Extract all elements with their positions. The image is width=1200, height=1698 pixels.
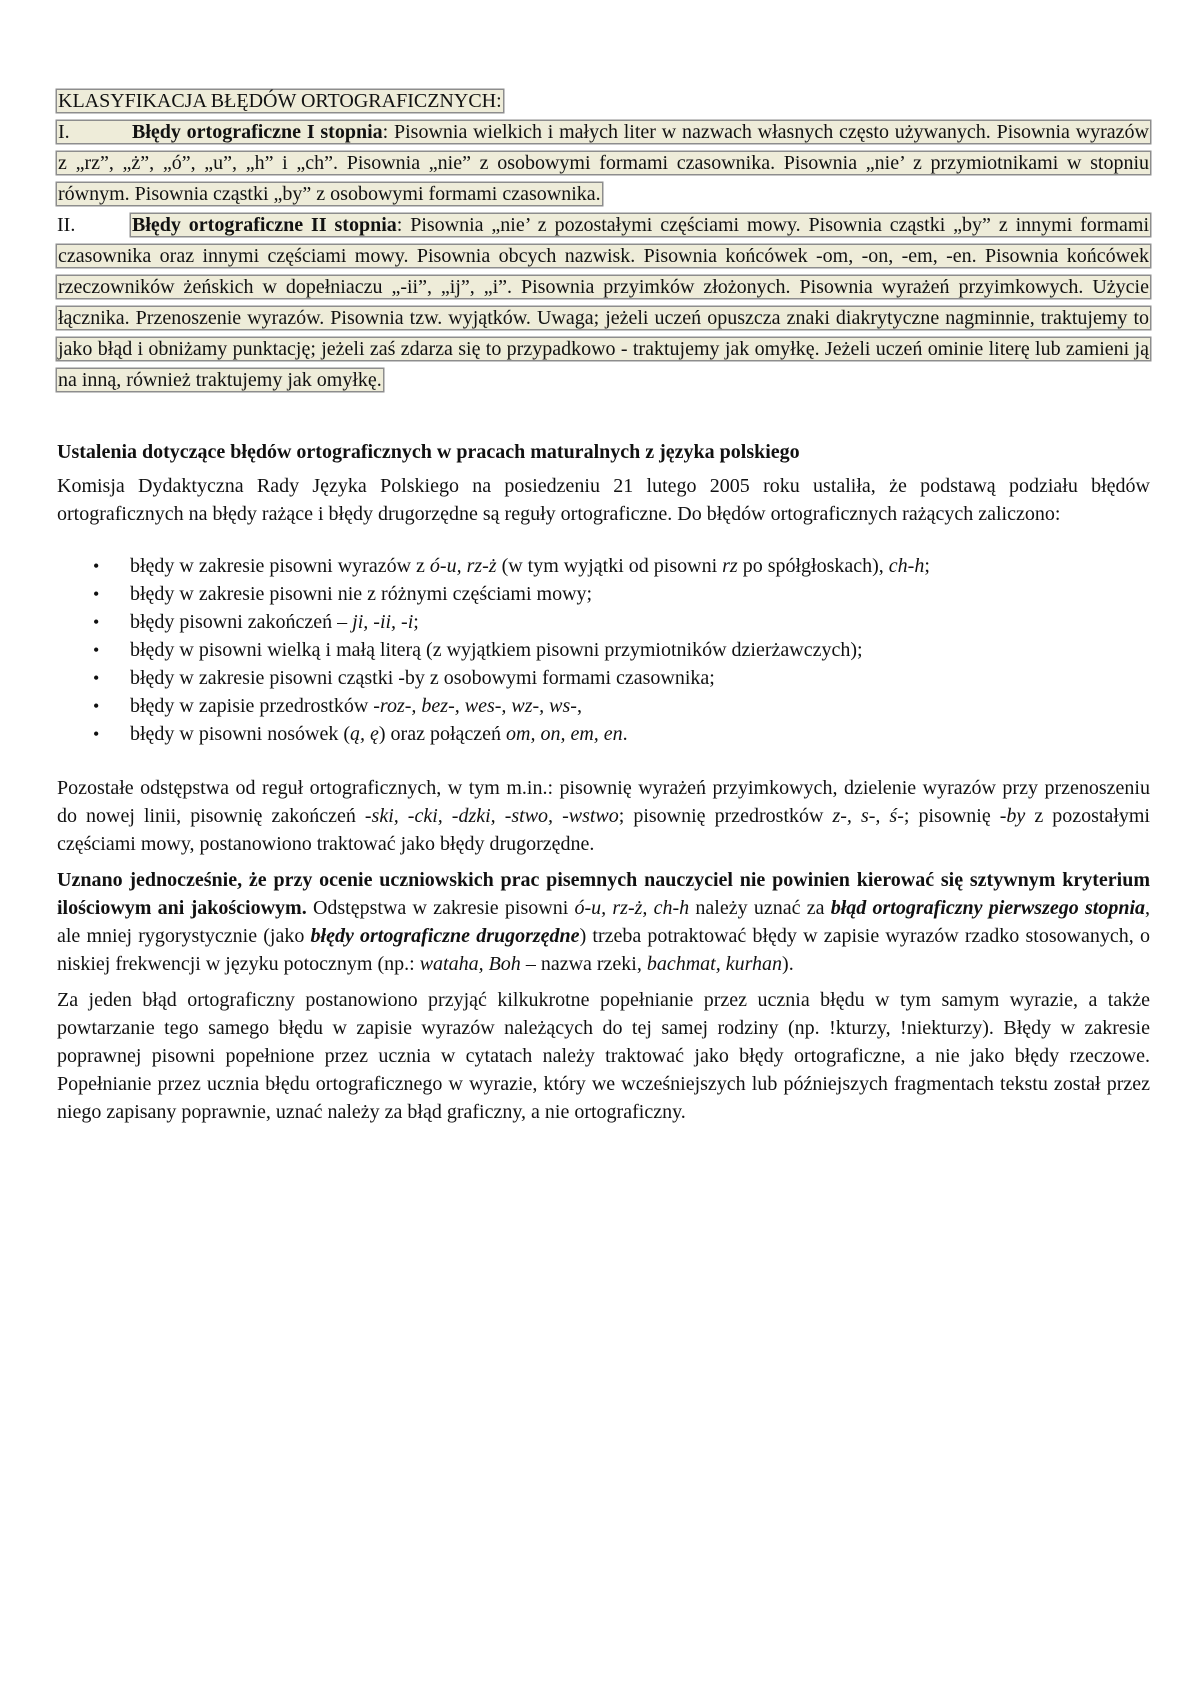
list-item xyxy=(57,692,1150,720)
classification-item-1 xyxy=(57,117,1150,210)
text: ; xyxy=(924,555,930,577)
text-italic: rz xyxy=(722,555,738,577)
text: ; pisownię xyxy=(903,805,1000,827)
text: z pozostałymi częściami mowy, postanowiono traktować jako błędy drugorzędne. xyxy=(57,805,1150,855)
list-item xyxy=(57,720,1150,748)
classification-item-2-highlight xyxy=(57,214,1150,391)
section-heading: Ustalenia dotyczące błędów ortograficznych w pracach maturalnych z języka polskiego xyxy=(57,441,800,463)
bullet-icon: • xyxy=(93,724,100,744)
item-number: I. xyxy=(58,121,70,143)
counting-rules-paragraph: Za jeden błąd ortograficzny postanowiono przyjąć kilkukrotne popełnianie przez ucznia błędu w tym samym wyrazie, a także powtarzanie tego samego błędu w zapisie wyrazów należących do tej samej rodziny (np. !kturzy, !niekturzy). Błędy w zakresie poprawnej pisowni popełnione przez ucznia w cytatach należy traktować jako błędy ortograficzne, a nie jako błędy rzeczowe. Popełnianie przez ucznia błędu ortograficznego w wyrazie, który we wcześniejszych lub późniejszych fragmentach tekstu został przez niego zapisany poprawnie, uznać należy za błąd graficzny, a nie ortograficzny. xyxy=(57,989,1150,1123)
text: – nazwa rzeki, xyxy=(520,953,647,975)
secondary-errors-paragraph xyxy=(57,774,1150,858)
item-text: : Pisownia „nie’ z pozostałymi częściami mowy. Pisownia cząstki „by” z innymi formami czasownika oraz innymi częściami mowy. Pisownia obcych nazwisk. Pisownia końcówek -om, -on, -em, -en. Pisownia końcówek rzeczowników żeńskich w dopełniaczu „-ii”, „ij”, „i”. Pisownia przyimków złożonych. Pisownia wyrażeń przyimkowych. Użycie łącznika. Przenoszenie wyrazów. Pisownia tzw. wyjątków. Uwaga; jeżeli uczeń opuszcza znaki diakrytyczne nagminnie, traktujemy to jako błąd i obniżamy punktację; jeżeli zaś zdarza się to przypadkowo - traktujemy jak omyłkę. Jeżeli uczeń ominie literę lub zamieni ją na inną, również traktujemy jak omyłkę. xyxy=(58,214,1150,391)
text: Odstępstwa w zakresie pisowni xyxy=(306,897,575,919)
text-italic: z-, s-, ś- xyxy=(832,805,904,827)
text-italic: bachmat, kurhan xyxy=(646,953,783,975)
text-bold-italic: błąd ortograficzny pierwszego stopnia xyxy=(830,897,1146,919)
text: błędy w zakresie pisowni nie z różnymi częściami mowy; xyxy=(130,583,593,605)
text: błędy w zakresie pisowni wyrazów z xyxy=(130,555,430,577)
text: należy uznać za xyxy=(689,897,831,919)
assessment-paragraph xyxy=(57,866,1150,978)
text-italic: -roz-, bez-, wes-, wz-, ws- xyxy=(373,695,577,717)
text-bold: Uznano jednocześnie, że przy ocenie uczniowskich prac pisemnych nauczyciel nie powinien kierować się sztywnym kryterium ilościowym ani jakościowym. xyxy=(57,869,1150,919)
list-item xyxy=(57,636,1150,664)
text: , xyxy=(576,695,582,717)
list-item xyxy=(57,608,1150,636)
text-italic: -by xyxy=(999,805,1026,827)
text: . xyxy=(622,723,628,745)
text-italic: om, on, em, en xyxy=(506,723,623,745)
bullet-icon: • xyxy=(93,668,100,688)
item-number: II. xyxy=(57,214,76,236)
text-italic: ch-h xyxy=(888,555,925,577)
classification-title-text: KLASYFIKACJA BŁĘDÓW ORTOGRAFICZNYCH: xyxy=(58,90,502,112)
text: błędy w pisowni wielką i małą literą (z wyjątkiem pisowni przymiotników dzierżawczych); xyxy=(130,639,863,661)
bullet-icon: • xyxy=(93,696,100,716)
text: po spółgłoskach), xyxy=(737,555,889,577)
bullet-icon: • xyxy=(93,556,100,576)
text: ) oraz połączeń xyxy=(378,723,507,745)
document-content xyxy=(57,86,1150,1126)
text: , ale mniej rygorystycznie (jako xyxy=(57,897,1151,947)
text: błędy w zakresie pisowni cząstki -by z osobowymi formami czasownika; xyxy=(130,667,715,689)
text-italic: ą, ę xyxy=(349,723,379,745)
text: ; pisownię przedrostków xyxy=(618,805,833,827)
text-italic: ó-u, rz-ż xyxy=(429,555,497,577)
text: ; xyxy=(413,611,419,633)
error-list xyxy=(57,552,1150,748)
list-item xyxy=(57,552,1150,580)
classification-item-1-highlight xyxy=(57,121,1150,205)
text: błędy w pisowni nosówek ( xyxy=(130,723,350,745)
item-label: Błędy ortograficzne I stopnia xyxy=(132,121,383,143)
text: ) trzeba potraktować błędy w zapisie wyrazów rzadko stosowanych, o niskiej frekwencji w języku potocznym (np.: xyxy=(57,925,1150,975)
list-item xyxy=(57,580,1150,608)
text: błędy w zapisie przedrostków xyxy=(130,695,374,717)
text: Pozostałe odstępstwa od reguł ortograficznych, w tym m.in.: pisownię wyrażeń przyimkowych, dzielenie wyrazów przy przenoszeniu do nowej linii, pisownię zakończeń xyxy=(57,777,1150,827)
text-bold-italic: błędy ortograficzne drugorzędne xyxy=(310,925,580,947)
text-italic: ji, -ii, -i xyxy=(352,611,414,633)
item-label: Błędy ortograficzne II stopnia xyxy=(132,214,397,236)
item-text: : Pisownia wielkich i małych liter w nazwach własnych często używanych. Pisownia wyrazów z „rz”, „ż”, „ó”, „u”, „h” i „ch”. Pisownia „nie” z osobowymi formami czasownika. Pisownia „nie’ z przymiotnikami w stopniu równym. Pisownia cząstki „by” z osobowymi formami czasownika. xyxy=(58,121,1150,205)
text-italic: wataha, Boh xyxy=(419,953,521,975)
bullet-icon: • xyxy=(93,612,100,632)
intro-paragraph: Komisja Dydaktyczna Rady Języka Polskiego na posiedzeniu 21 lutego 2005 roku ustaliła, że podstawą podziału błędów ortograficznych na błędy rażące i błędy drugorzędne są reguły ortograficzne. Do błędów ortograficznych rażących zaliczono: xyxy=(57,475,1150,525)
text: ). xyxy=(782,953,794,975)
classification-title xyxy=(57,86,1150,117)
text: (w tym wyjątki od pisowni xyxy=(496,555,723,577)
text-italic: -ski, -cki, -dzki, -stwo, -wstwo xyxy=(364,805,619,827)
classification-item-2 xyxy=(57,210,1150,396)
bullet-icon: • xyxy=(93,640,100,660)
list-item xyxy=(57,664,1150,692)
bullet-icon: • xyxy=(93,584,100,604)
text-italic: ó-u, rz-ż, ch-h xyxy=(574,897,690,919)
text: błędy pisowni zakończeń – xyxy=(130,611,353,633)
